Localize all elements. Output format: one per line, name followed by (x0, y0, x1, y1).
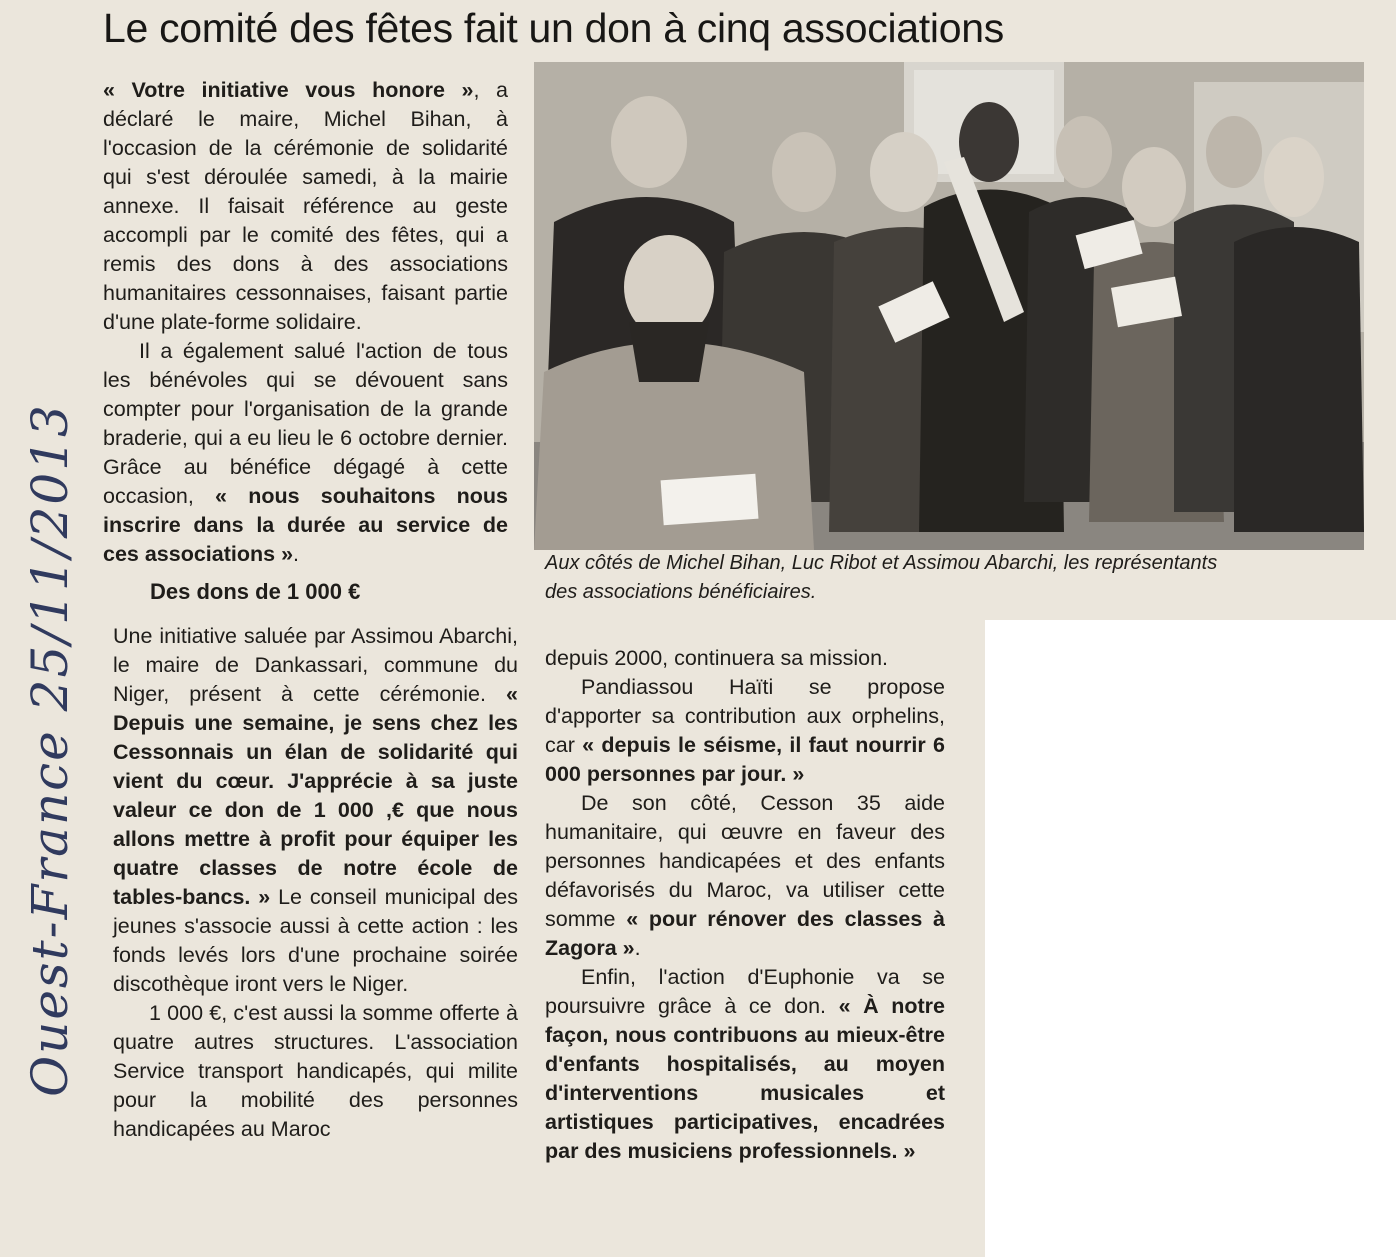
headline: Le comité des fêtes fait un don à cinq associations (103, 5, 1004, 51)
paragraph-3: Une initiative saluée par Assimou Abarchi, le maire de Dankassari, commune du Niger, présent à cette cérémonie. « Depuis une semaine, je sens chez les Cessonnais un élan de solidarité qui vient du cœur. J'apprécie à sa juste valeur ce don de 1 000 ,€ que nous allons mettre à profit pour équiper les quatre classes de notre école de tables-bancs. » Le conseil municipal des jeunes s'associe aussi à cette action : les fonds levés lors d'une prochaine soirée discothèque iront vers le Niger. (113, 624, 519, 996)
column-1-top (103, 76, 508, 569)
paragraph-4: 1 000 €, c'est aussi la somme offerte à quatre autres structures. L'association Service transport handicapés, qui milite pour la mobilité des personnes handicapées au Maroc (113, 1001, 518, 1141)
subheading: Des dons de 1 000 € (150, 579, 361, 604)
caption-line-2: des associations bénéficiaires. (545, 581, 817, 603)
photo-caption (545, 549, 1345, 607)
paragraph-8: Enfin, l'action d'Euphonie va se poursuivre grâce à ce don. « À notre façon, nous contribuons au mieux-être d'enfants hospitalisés, au moyen d'interventions musicales et artistiques participatives, encadrées par des musiciens professionnels. » (545, 965, 945, 1163)
paragraph-7: De son côté, Cesson 35 aide humanitaire, qui œuvre en faveur des personnes handicapées et des enfants défavorisés du Maroc, va utiliser cette somme « pour rénover des classes à Zagora ». (545, 791, 945, 960)
paragraph-5: depuis 2000, continuera sa mission. (545, 646, 889, 670)
caption-line-1: Aux côtés de Michel Bihan, Luc Ribot et Assimou Abarchi, les représentants (545, 552, 1218, 574)
column-2 (545, 644, 945, 1166)
handwritten-date-text: Ouest-France 25/11/2013 (21, 403, 79, 1097)
paragraph-1: « Votre initiative vous honore », a déclaré le maire, Michel Bihan, à l'occasion de la cérémonie de solidarité qui s'est déroulée samedi, à la mairie annexe. Il faisait référence au geste accompli par le comité des fêtes, qui a remis des dons à des associations humanitaires cessonnaises, faisant partie d'une plate-forme solidaire. (103, 78, 509, 334)
paragraph-2: Il a également salué l'action de tous les bénévoles qui se dévouent sans compter pour l'organisation de la grande braderie, qui a eu lieu le 6 octobre dernier. Grâce au bénéfice dégagé à cette occasion, « nous souhaitons nous inscrire dans la durée au service de ces associations ». (103, 339, 508, 566)
group-photo-illustration (534, 62, 1364, 550)
paragraph-6: Pandiassou Haïti se propose d'apporter sa contribution aux orphelins, car « depuis le séisme, il faut nourrir 6 000 personnes par jour. » (545, 675, 945, 786)
scan-background (985, 620, 1396, 1257)
group-photo (534, 62, 1364, 550)
handwritten-date (20, 270, 80, 1230)
column-1-bottom (113, 622, 518, 1144)
